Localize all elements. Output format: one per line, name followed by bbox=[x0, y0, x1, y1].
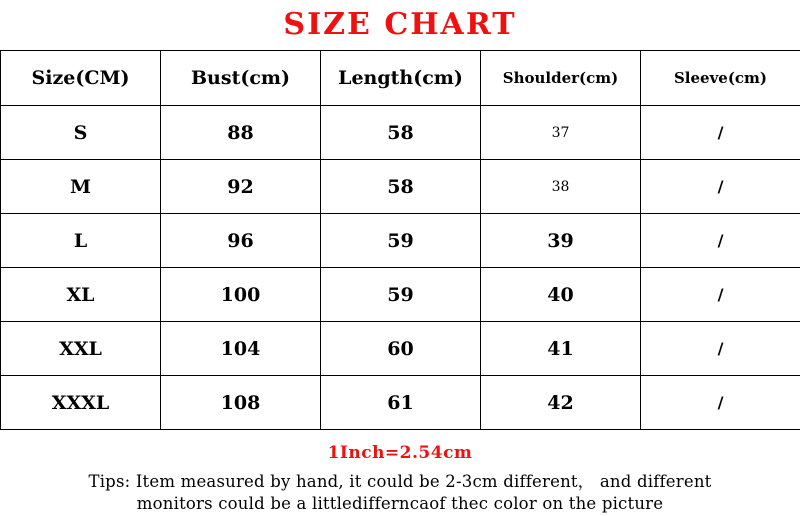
cell-sleeve: / bbox=[641, 376, 800, 430]
cell-bust: 108 bbox=[161, 376, 321, 430]
cell-shoulder: 39 bbox=[481, 214, 641, 268]
cell-shoulder: 41 bbox=[481, 322, 641, 376]
table-row bbox=[1, 160, 800, 214]
cell-length: 58 bbox=[321, 106, 481, 160]
tips-line-1: Tips: Item measured by hand, it could be 2-3cm different， and different bbox=[6, 471, 794, 493]
cell-size: XXXL bbox=[1, 376, 161, 430]
page-title: SIZE CHART bbox=[0, 0, 800, 50]
cell-size: M bbox=[1, 160, 161, 214]
cell-length: 60 bbox=[321, 322, 481, 376]
cell-bust: 104 bbox=[161, 322, 321, 376]
inch-conversion-note: 1Inch=2.54cm bbox=[0, 430, 800, 471]
cell-bust: 100 bbox=[161, 268, 321, 322]
table-row bbox=[1, 322, 800, 376]
cell-length: 59 bbox=[321, 214, 481, 268]
tips-line-2: monitors could be a littledifferncaof thec color on the picture bbox=[6, 493, 794, 515]
table-row bbox=[1, 376, 800, 430]
table-row bbox=[1, 268, 800, 322]
cell-bust: 96 bbox=[161, 214, 321, 268]
size-chart-table bbox=[0, 50, 800, 430]
table-row bbox=[1, 214, 800, 268]
tips-text bbox=[0, 471, 800, 516]
cell-bust: 88 bbox=[161, 106, 321, 160]
cell-sleeve: / bbox=[641, 106, 800, 160]
cell-size: S bbox=[1, 106, 161, 160]
cell-sleeve: / bbox=[641, 160, 800, 214]
cell-shoulder: 42 bbox=[481, 376, 641, 430]
column-header-length: Length(cm) bbox=[321, 51, 481, 106]
cell-sleeve: / bbox=[641, 214, 800, 268]
column-header-bust: Bust(cm) bbox=[161, 51, 321, 106]
cell-length: 61 bbox=[321, 376, 481, 430]
column-header-sleeve: Sleeve(cm) bbox=[641, 51, 800, 106]
cell-bust: 92 bbox=[161, 160, 321, 214]
cell-sleeve: / bbox=[641, 322, 800, 376]
column-header-shoulder: Shoulder(cm) bbox=[481, 51, 641, 106]
cell-size: L bbox=[1, 214, 161, 268]
cell-length: 59 bbox=[321, 268, 481, 322]
cell-shoulder: 38 bbox=[481, 160, 641, 214]
column-header-size: Size(CM) bbox=[1, 51, 161, 106]
cell-size: XL bbox=[1, 268, 161, 322]
cell-shoulder: 40 bbox=[481, 268, 641, 322]
cell-shoulder: 37 bbox=[481, 106, 641, 160]
cell-size: XXL bbox=[1, 322, 161, 376]
table-header-row bbox=[1, 51, 800, 106]
cell-sleeve: / bbox=[641, 268, 800, 322]
cell-length: 58 bbox=[321, 160, 481, 214]
table-row bbox=[1, 106, 800, 160]
